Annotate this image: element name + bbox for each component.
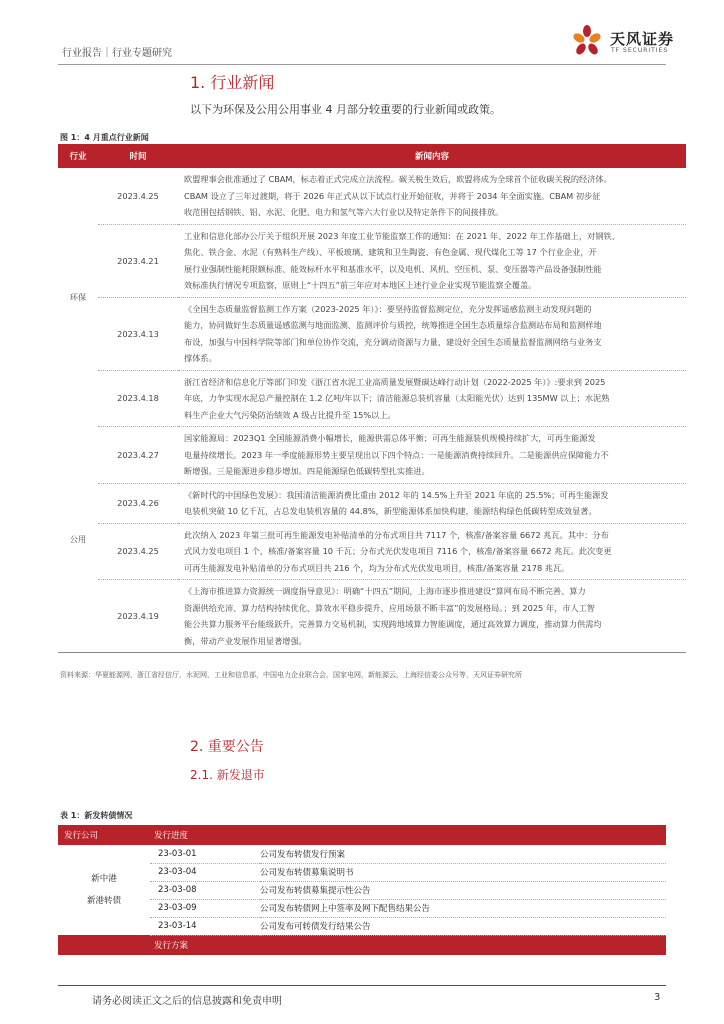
footer-divider (58, 985, 666, 986)
page-number: 3 (654, 992, 661, 1003)
cb-event: 公司发布转债发行预案 (260, 845, 666, 863)
col-date: 时间 (98, 144, 178, 168)
figure-title: 图 1：4 月重点行业新闻 (60, 133, 149, 142)
news-content (178, 224, 686, 297)
cb-event: 公司发布转债网上中签率及网下配售结果公告 (260, 899, 666, 917)
news-line: 资源供给充沛、算力结构持续优化、算效水平稳步提升、应用场景不断丰富”的发展格局。；到 2025 年，市人工智 (184, 602, 595, 613)
section-intro: 以下为环保及公用公用事业 4 月部分较重要的行业新闻或政策。 (190, 103, 501, 116)
news-line: 收范围包括钢铁、铝、水泥、化肥、电力和氢气等六大行业以及特定条件下的间接排放。 (184, 207, 504, 217)
news-line: 展行业强制性能耗限额标准、能效标杆水平和基准水平，以及电机、风机、空压机、泵、变压器等产品设备强制性能 (184, 263, 602, 274)
news-row (58, 370, 686, 427)
industry-cell: 环保 (69, 291, 87, 302)
petal-logo-icon (572, 24, 602, 58)
empty-cell (58, 935, 150, 955)
cb-event: 公司发布转债募集提示性公告 (260, 881, 666, 899)
news-table-header (58, 144, 686, 168)
news-table (58, 144, 686, 653)
news-line: 工业和信息化部办公厅关于组织开展 2023 年度工业节能监察工作的通知：在 2021 年、2022 年工作基础上，对钢铁、 (184, 230, 620, 241)
col-industry: 行业 (58, 144, 98, 168)
col-content: 新闻内容 (178, 144, 686, 168)
cb-row (58, 899, 666, 917)
news-line: 此次纳入 2023 年第三批可再生能源发电补贴清单的分布式项目共 7117 个，核准/备案容量 6672 兆瓦。其中：分布 (184, 529, 609, 540)
news-content (178, 483, 686, 523)
news-line: 《上海市推进算力资源统一调度指导意见》：明确“十四五”期间，上海市逐步推进建设“算网布局不断完善、算力 (184, 586, 586, 596)
news-line: 电量持续增长。2023 年一季度能源形势主要呈现出以下四个特点：一是能源消费持续回升。二是能源供应保障能力不 (184, 449, 609, 460)
col-company: 发行公司 (58, 825, 150, 845)
section-heading-2: 2. 重要公告 (190, 739, 264, 755)
cb-date: 23-03-14 (150, 917, 260, 935)
news-line: 年底，力争实现水泥总产量控制在 1.2 亿吨/年以下；清洁能源总装机容量（太阳能光伏）达到 135MW 以上；水泥熟 (184, 393, 610, 403)
news-line: 式风力发电项目 1 个，核准/备案容量 10 千瓦；分布式光伏发电项目 7116 个，核准/备案容量 6672 兆瓦。此次变更 (184, 546, 612, 556)
cb-table-body (58, 845, 666, 935)
cb-date: 23-03-04 (150, 863, 260, 881)
news-date: 2023.4.26 (98, 483, 178, 523)
report-breadcrumb: 行业报告｜行业专题研究 (62, 48, 172, 59)
news-line: 《新时代的中国绿色发展》：我国清洁能源消费比重由 2012 年的 14.5%上升至 2021 年底的 25.5%；可再生能源发 (184, 489, 609, 500)
news-content (178, 168, 686, 224)
section-heading: 1. 行业新闻 (190, 73, 275, 92)
news-row (58, 168, 686, 224)
subsection-heading: 2.1. 新发退市 (190, 768, 265, 782)
logo-name-cn: 天风证券 (610, 30, 675, 48)
news-content (178, 580, 686, 653)
cb-event: 公司发布可转债发行结果公告 (260, 917, 666, 935)
cb-row (58, 845, 666, 863)
convertible-bond-table (58, 825, 666, 955)
disclaimer: 请务必阅读正文之后的信息披露和免责申明 (92, 996, 282, 1007)
plan-label: 发行方案 (150, 935, 666, 955)
cb-row (58, 863, 666, 881)
news-line: 衡，带动产业发展作用显著增强。 (184, 635, 307, 646)
news-row (58, 427, 686, 484)
news-content (178, 427, 686, 484)
news-line: 欧盟理事会批准通过了 CBAM，标志着正式完成立法流程。碳关税生效后，欧盟将成为全球首个征收碳关税的经济体。 (184, 174, 612, 184)
news-line: 能公共算力服务平台能级跃升，完善算力交易机制，实现跨地域算力智能调度，通过高效算力调度，推动算力供需均 (184, 619, 602, 629)
news-row (58, 224, 686, 297)
news-line: 效标准执行情况专项监察，原则上“十四五”前三年应对本地区上述行业企业实现节能监察全覆盖。 (184, 280, 537, 290)
industry-cell: 公用 (58, 427, 98, 653)
header-divider (58, 64, 666, 65)
news-line: 可再生能源发电补贴清单的分布式项目共 216 个，均为分布式光伏发电项目，核准/备案容量 2178 兆瓦。 (184, 562, 570, 573)
table-title: 表 1：新发转债情况 (60, 811, 133, 820)
news-content (178, 370, 686, 427)
news-date: 2023.4.13 (98, 297, 178, 370)
logo-name-en: TF SECURITIES (611, 47, 669, 54)
news-row (58, 580, 686, 653)
news-line: CBAM 设立了三年过渡期，将于 2026 年正式从以下试点行业开始征收，并将于 2034 年全面实施。CBAM 初步征 (184, 190, 601, 201)
cb-row (58, 881, 666, 899)
news-line: 浙江省经济和信息化厅等部门印发《浙江省水泥工业高质量发展暨碳达峰行动计划（2022-2025 年）》:要求到 2025 (184, 376, 606, 387)
news-date: 2023.4.27 (98, 427, 178, 484)
news-row (58, 483, 686, 523)
news-line: 断增强。三是能源进步稳步增加。四是能源绿色低碳转型扎实推进。 (184, 466, 430, 476)
news-date: 2023.4.21 (98, 224, 178, 297)
news-content (178, 523, 686, 580)
cb-date: 23-03-08 (150, 881, 260, 899)
news-date: 2023.4.25 (98, 168, 178, 224)
company-cell (58, 845, 150, 935)
cb-table-header (58, 825, 666, 845)
cb-row (58, 917, 666, 935)
news-line: 能力，协同做好生态质量遥感监测与地面监测、监测评价与质控，统筹推进全国生态质量综合监测站布局和监测样地 (184, 320, 602, 330)
news-date: 2023.4.18 (98, 370, 178, 427)
news-line: 布设，加强与中国科学院等部门和单位协作交流，充分调动资源与力量，建设好全国生态质量监督监测网络与业务支 (184, 336, 602, 347)
news-line: 《全国生态质量监督监测工作方案（2023-2025 年）》：要坚持监督监测定位，充分发挥遥感监测主动发现问题的 (184, 303, 592, 314)
news-line: 焦化、铁合金、水泥（有熟料生产线）、平板玻璃、建筑和卫生陶瓷、有色金属、现代煤化工等 17 个行业企业，开 (184, 247, 597, 257)
col-progress: 发行进度 (150, 825, 666, 845)
news-table-body (58, 168, 686, 653)
cb-date: 23-03-09 (150, 899, 260, 917)
news-date: 2023.4.25 (98, 523, 178, 580)
bond-name: 新港转债 (86, 896, 121, 906)
cb-event: 公司发布转债募集说明书 (260, 863, 666, 881)
news-line: 国家能源局：2023Q1 全国能源消费小幅增长，能源供需总体平衡；可再生能源装机规模持续扩大，可再生能源发 (184, 433, 596, 443)
news-row (58, 297, 686, 370)
cb-plan-row (58, 935, 666, 955)
company-logo (572, 22, 676, 62)
cb-date: 23-03-01 (150, 845, 260, 863)
news-line: 撑体系。 (184, 353, 217, 363)
news-content (178, 297, 686, 370)
news-date: 2023.4.19 (98, 580, 178, 653)
company-name: 新中港 (91, 874, 117, 884)
news-line: 电装机突破 10 亿千瓦，占总发电装机容量的 44.8%，新型能源体系加快构建，能源结构绿色低碳转型成效显著。 (184, 506, 597, 516)
source-note: 资料来源：华夏能源网，浙江省经信厅，水泥网，工业和信息部，中国电力企业联合会，国家电网，新能源云，上海经信委公众号等，天风证券研究所 (60, 671, 522, 679)
news-line: 料生产企业大气污染防治绩效 A 级占比提升至 15%以上。 (184, 409, 396, 420)
news-row (58, 523, 686, 580)
